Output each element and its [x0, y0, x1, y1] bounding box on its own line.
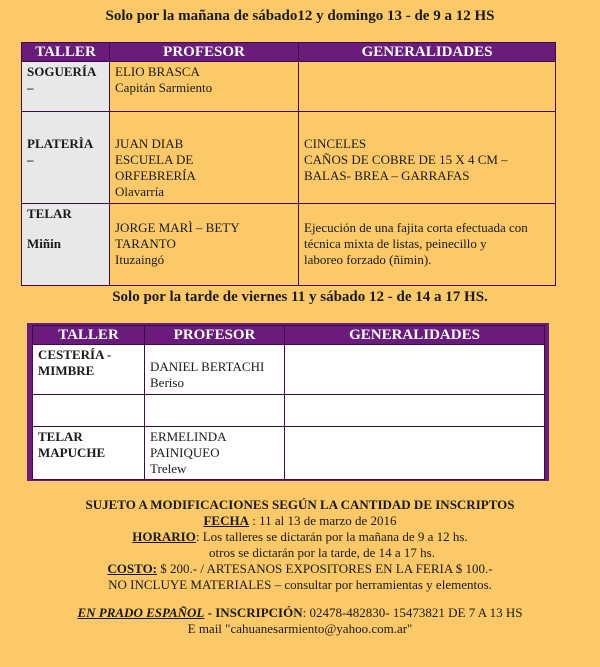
- generalidades-cell: Ejecución de una fajita corta efectuada con técnica mixta de listas, peinecillo y laboreo forzado (ñimin).: [299, 204, 556, 286]
- table-row: [33, 427, 545, 480]
- taller-cell: TELAR MAPUCHE: [33, 427, 145, 480]
- afternoon-workshops-table: [32, 325, 545, 480]
- profesor-cell: DANIEL BERTACHI Beriso: [145, 345, 285, 395]
- taller-cell: [33, 395, 145, 427]
- generalidades-cell: CINCELES CAÑOS DE COBRE DE 15 X 4 CM – BALAS- BREA – GARRAFAS: [299, 112, 556, 204]
- table-row: [33, 395, 545, 427]
- col-header-generalidades: GENERALIDADES: [299, 43, 556, 62]
- taller-cell: TELAR Miñin: [22, 204, 110, 286]
- col-header-profesor: PROFESOR: [110, 43, 299, 62]
- horario-value: : Los talleres se dictarán por la mañana de 9 a 12 hs.: [195, 529, 468, 544]
- profesor-cell: ERMELINDA PAINIQUEO Trelew: [145, 427, 285, 480]
- costo-value: $ 200.- / ARTESANOS EXPOSITORES EN LA FERIA $ 100.-: [157, 561, 493, 576]
- horario-label: HORARIO: [132, 529, 196, 544]
- fecha-label: FECHA: [203, 513, 249, 528]
- table-header-row: [22, 43, 556, 62]
- section1-heading: Solo por la mañana de sábado12 y domingo 13 - de 9 a 12 HS: [105, 8, 495, 24]
- inscripcion-value: : 02478-482830- 15473821 DE 7 A 13 HS: [302, 605, 523, 620]
- inscripcion-label: - INSCRIPCIÓN: [204, 605, 303, 620]
- costo-line: [0, 561, 600, 577]
- profesor-cell: JUAN DIAB ESCUELA DE ORFEBRERÍA Olavarría: [110, 112, 299, 204]
- col-header-generalidades: GENERALIDADES: [285, 326, 545, 345]
- horario-line: [0, 529, 600, 545]
- generalidades-cell: [299, 62, 556, 112]
- generalidades-cell: [285, 427, 545, 480]
- section2-heading: Solo por la tarde de viernes 11 y sábado 12 - de 14 a 17 HS.: [112, 289, 488, 305]
- generalidades-cell: [285, 395, 545, 427]
- col-header-taller: TALLER: [33, 326, 145, 345]
- table-row: [33, 345, 545, 395]
- generalidades-cell: [285, 345, 545, 395]
- col-header-taller: TALLER: [22, 43, 110, 62]
- taller-cell: CESTERÍA - MIMBRE: [33, 345, 145, 395]
- horario-line-2: otros se dictarán por la tarde, de 14 a 17 hs.: [209, 545, 435, 560]
- prado-label: EN PRADO ESPAÑOL: [77, 605, 205, 620]
- subject-note: SUJETO A MODIFICACIONES SEGÚN LA CANTIDAD DE INSCRIPTOS: [85, 497, 515, 512]
- table-row: [22, 112, 556, 204]
- notes-block: [0, 497, 600, 637]
- profesor-cell: ELIO BRASCA Capitán Sarmiento: [110, 62, 299, 112]
- table-row: [22, 62, 556, 112]
- taller-cell: SOGUERÍA –: [22, 62, 110, 112]
- profesor-cell: [145, 395, 285, 427]
- col-header-profesor: PROFESOR: [145, 326, 285, 345]
- profesor-cell: JORGE MARÌ – BETY TARANTO Ituzaingó: [110, 204, 299, 286]
- fecha-line: [0, 513, 600, 529]
- morning-workshops-table: [21, 42, 556, 286]
- taller-cell: PLATERÌA –: [22, 112, 110, 204]
- inscripcion-line: [0, 605, 600, 621]
- fecha-value: : 11 al 13 de marzo de 2016: [248, 513, 397, 528]
- costo-label: COSTO:: [107, 561, 158, 576]
- table-header-row: [33, 326, 545, 345]
- email-line: E mail "cahuanesarmiento@yahoo.com.ar": [187, 621, 413, 636]
- table-row: [22, 204, 556, 286]
- materials-line: NO INCLUYE MATERIALES – consultar por herramientas y elementos.: [108, 577, 492, 592]
